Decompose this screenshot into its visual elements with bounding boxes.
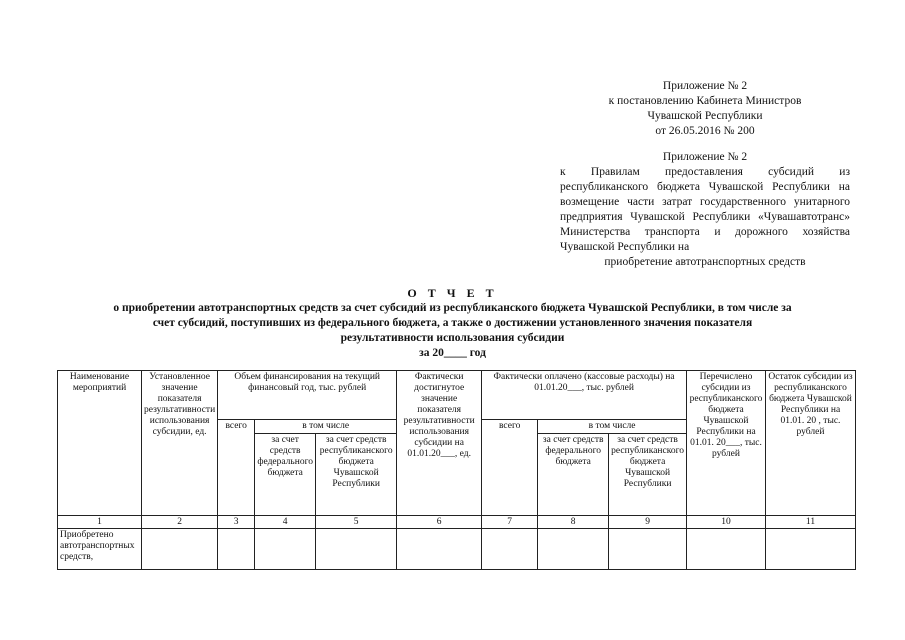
header-cell: за счет средств федерального бюджета xyxy=(255,434,316,516)
table-cell xyxy=(255,529,316,570)
report-title: О Т Ч Е Т xyxy=(407,286,498,300)
appendix-line: Приложение № 2 xyxy=(662,80,748,92)
column-number: 11 xyxy=(766,516,856,529)
column-number: 9 xyxy=(609,516,687,529)
column-number: 2 xyxy=(142,516,218,529)
report-title-block xyxy=(40,286,865,361)
column-number: 6 xyxy=(397,516,482,529)
appendix-body xyxy=(560,165,850,270)
appendix-body-last: приобретение автотранспортных средств xyxy=(604,256,806,268)
header-cell: за счет средств федерального бюджета xyxy=(538,434,609,516)
column-number: 4 xyxy=(255,516,316,529)
column-number: 3 xyxy=(218,516,255,529)
header-cell: всего xyxy=(218,420,255,516)
header-cell: Фактически оплачено (кассовые расходы) на 01.01.20___, тыс. рублей xyxy=(482,371,687,420)
appendix-line: от 26.05.2016 № 200 xyxy=(655,125,755,137)
header-cell: за счет средств республиканского бюджета Чувашской Республики xyxy=(316,434,397,516)
header-cell: за счет средств республиканского бюджета Чувашской Республики xyxy=(609,434,687,516)
appendix-heading: Приложение № 2 xyxy=(662,151,748,163)
table-cell xyxy=(482,529,538,570)
report-table xyxy=(57,370,856,570)
report-period: за 20____ год xyxy=(419,347,486,359)
header-cell: Установленное значение показателя результативности использования субсидии, ед. xyxy=(142,371,218,516)
table-cell xyxy=(766,529,856,570)
header-cell: в том числе xyxy=(538,420,687,434)
column-number: 5 xyxy=(316,516,397,529)
column-number: 1 xyxy=(58,516,142,529)
column-number: 8 xyxy=(538,516,609,529)
report-subtitle-line: счет субсидий, поступивших из федерального бюджета, а также о достижении установленного значения показателя xyxy=(152,317,753,329)
header-cell: в том числе xyxy=(255,420,397,434)
table-cell xyxy=(316,529,397,570)
table-cell xyxy=(538,529,609,570)
table-cell xyxy=(142,529,218,570)
column-number: 7 xyxy=(482,516,538,529)
header-cell: Объем финансирования на текущий финансовый год, тыс. рублей xyxy=(218,371,397,420)
table-cell xyxy=(609,529,687,570)
header-cell: Наименование мероприятий xyxy=(58,371,142,516)
table-header-row xyxy=(58,371,856,420)
column-number: 10 xyxy=(687,516,766,529)
header-cell: Перечислено субсидии из республиканского бюджета Чувашской Республики на 01.01. 20___, тыс. рублей xyxy=(687,371,766,516)
column-number-row xyxy=(58,516,856,529)
table-row xyxy=(58,529,856,570)
report-subtitle-line: результативности использования субсидии xyxy=(340,332,565,344)
header-cell: всего xyxy=(482,420,538,516)
table-cell xyxy=(218,529,255,570)
table-cell xyxy=(397,529,482,570)
header-cell: Фактически достигнутое значение показателя результативности использования субсидии на 01.01.20___, ед. xyxy=(397,371,482,516)
appendix-line: Чувашской Республики xyxy=(647,110,763,122)
table-cell xyxy=(687,529,766,570)
row-label: Приобретено автотранспортных средств, xyxy=(58,529,142,570)
appendix-header-1 xyxy=(560,79,850,139)
report-subtitle-line: о приобретении автотранспортных средств за счет субсидий из республиканского бюджета Чувашской Республики, в том числе за xyxy=(113,302,792,314)
appendix-header-2 xyxy=(560,150,850,270)
appendix-body-text: к Правилам предоставления субсидий из республиканского бюджета Чувашской Республики на возмещение части затрат государственного унитарного предприятия Чувашской Республики «Чувашавтотранс» Министерства транспорта и дорожного хозяйства Чувашской Республики на xyxy=(560,166,850,253)
appendix-line: к постановлению Кабинета Министров xyxy=(608,95,802,107)
header-cell: Остаток субсидии из республиканского бюджета Чувашской Республики на 01.01. 20 , тыс. рублей xyxy=(766,371,856,516)
